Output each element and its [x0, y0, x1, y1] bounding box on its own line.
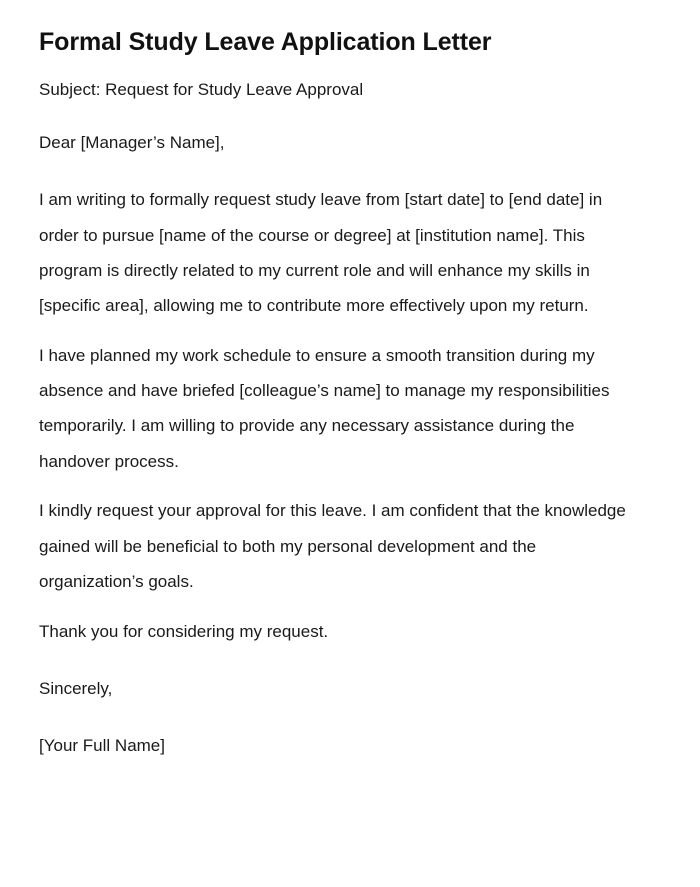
letter-closing: Sincerely, — [39, 678, 113, 698]
page-title: Formal Study Leave Application Letter — [39, 28, 492, 56]
letter-thanks-line: Thank you for considering my request. — [39, 622, 329, 642]
letter-subject-line: Subject: Request for Study Leave Approval — [39, 80, 364, 99]
letter-signature-name: [Your Full Name] — [39, 735, 165, 755]
letter-salutation: Dear [Manager’s Name], — [39, 132, 225, 152]
letter-body-paragraph-1: I am writing to formally request study leave from [start date] to [end date] in order to pursue [name of the course or degree] at [institution name]. This program is directly related to my current role and will enhance my skills in [specific area], allowing me to contribute more effectively upon my return. — [39, 190, 603, 316]
letter-body-paragraph-3: I kindly request your approval for this leave. I am confident that the knowledge gained will be beneficial to both my personal development and the organization’s goals. — [39, 501, 626, 591]
letter-body-paragraph-2: I have planned my work schedule to ensure a smooth transition during my absence and have briefed [colleague’s name] to manage my responsibilities temporarily. I am willing to provide any necessary assistance during the handover process. — [39, 345, 610, 471]
